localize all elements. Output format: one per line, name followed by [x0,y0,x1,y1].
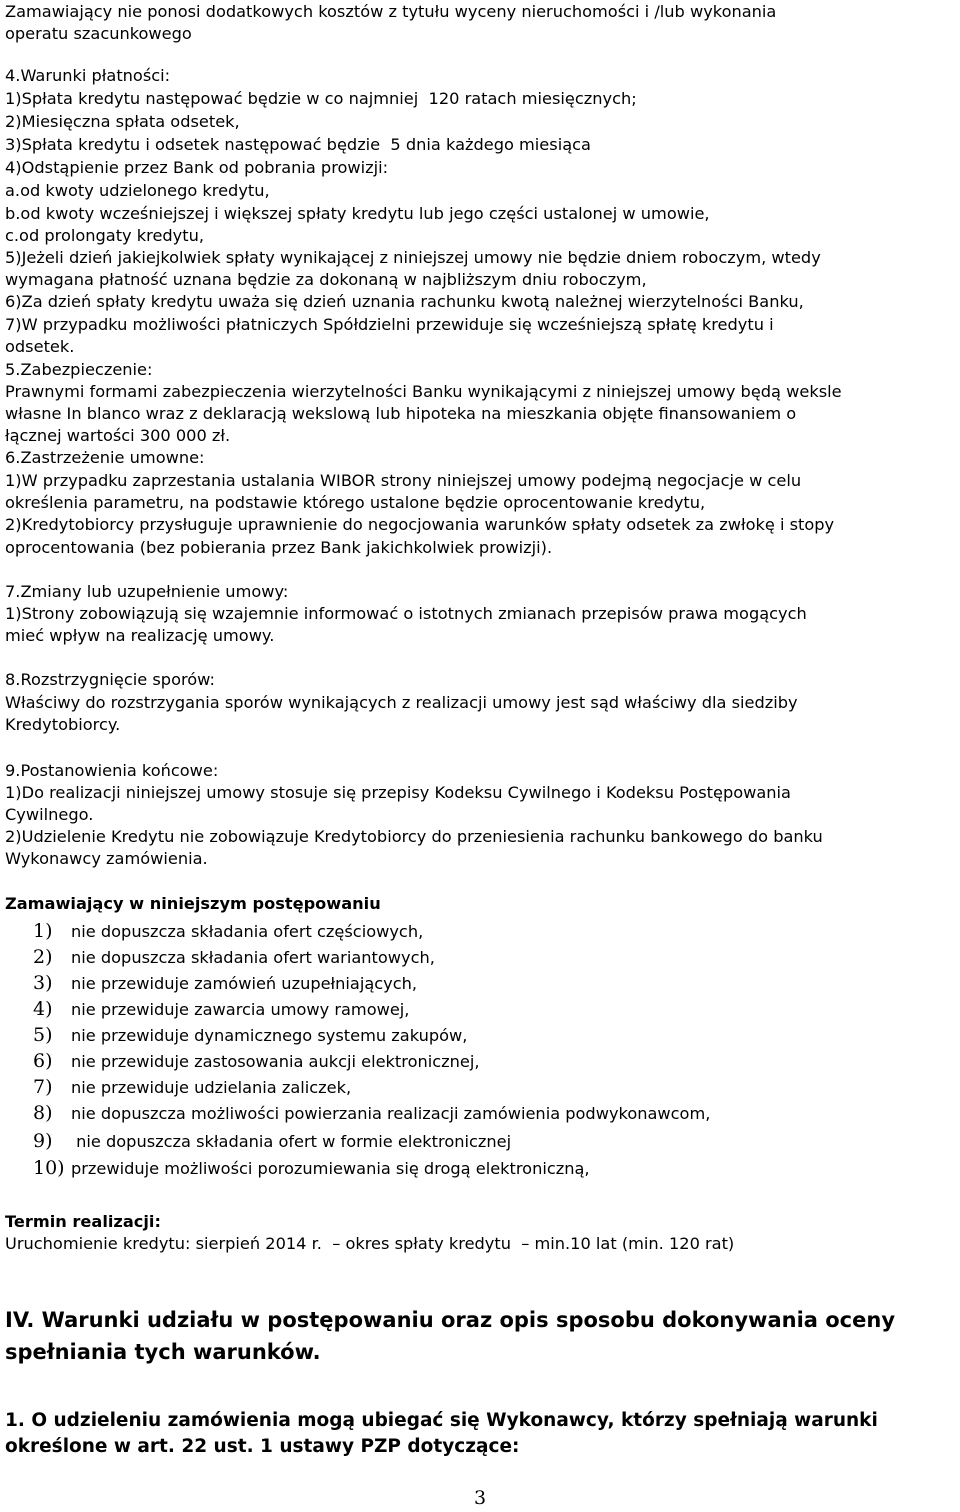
text-line: Zamawiający nie ponosi dodatkowych kosztów z tytułu wyceny nieruchomości i /lub wykonania [5,2,777,21]
text-line: określenia parametru, na podstawie którego ustalone będzie oprocentowanie kredytu, [5,493,706,512]
text-line: 1)Do realizacji niniejszej umowy stosuje się przepisy Kodeksu Cywilnego i Kodeksu Postępowania [5,783,791,802]
list-number: 5) [33,1024,53,1046]
list-text: nie dopuszcza możliwości powierzania realizacji zamówienia podwykonawcom, [71,1104,711,1123]
list-number: 4) [33,998,53,1020]
list-item [33,944,435,971]
text-line: 2)Kredytobiorcy przysługuje uprawnienie do negocjowania warunków spłaty odsetek za zwłokę i stopy [5,515,835,534]
list-text: nie dopuszcza składania ofert wariantowych, [71,948,435,967]
list-text: nie przewiduje zastosowania aukcji elektronicznej, [71,1052,480,1071]
text-line: b.od kwoty wcześniejszej i większej spłaty kredytu lub jego części ustalonej w umowie, [5,204,710,223]
section-heading: 8.Rozstrzygnięcie sporów: [5,670,215,689]
text-line: 3)Spłata kredytu i odsetek następować będzie 5 dnia każdego miesiąca [5,135,591,154]
text-line: Wykonawcy zamówienia. [5,849,208,868]
list-item [33,1048,480,1075]
text-line: 4)Odstąpienie przez Bank od pobrania prowizji: [5,158,389,177]
text-line: 2)Miesięczna spłata odsetek, [5,112,240,131]
section-iv-heading: IV. Warunki udziału w postępowaniu oraz opis sposobu dokonywania oceny [5,1308,896,1332]
list-text: nie dopuszcza składania ofert w formie elektronicznej [71,1132,512,1151]
list-number: 7) [33,1076,53,1098]
list-item [33,1022,467,1049]
list-number: 2) [33,946,53,968]
list-text: nie dopuszcza składania ofert częściowych, [71,922,424,941]
list-text: nie przewiduje zamówień uzupełniających, [71,974,418,993]
section-heading: 9.Postanowienia końcowe: [5,761,219,780]
termin-text: Uruchomienie kredytu: sierpień 2014 r. – okres spłaty kredytu – min.10 lat (min. 120 rat) [5,1234,735,1253]
list-text: nie przewiduje udzielania zaliczek, [71,1078,352,1097]
page-number: 3 [473,1487,487,1509]
text-line: 6)Za dzień spłaty kredytu uważa się dzień uznania rachunku kwotą należnej wierzytelności Banku, [5,292,804,311]
list-item [33,970,417,997]
text-line: Kredytobiorcy. [5,715,121,734]
text-line: Prawnymi formami zabezpieczenia wierzytelności Banku wynikającymi z niniejszej umowy będą weksle [5,382,842,401]
text-line: odsetek. [5,337,75,356]
list-number: 3) [33,972,53,994]
text-line: a.od kwoty udzielonego kredytu, [5,181,270,200]
termin-heading: Termin realizacji: [5,1212,161,1231]
text-line: 1)W przypadku zaprzestania ustalania WIBOR strony niniejszej umowy podejmą negocjacje w celu [5,471,802,490]
section-heading: 5.Zabezpieczenie: [5,360,153,379]
list-text: nie przewiduje dynamicznego systemu zakupów, [71,1026,468,1045]
text-line: 5)Jeżeli dzień jakiejkolwiek spłaty wynikającej z niniejszej umowy nie będzie dniem roboczym, wtedy [5,248,821,267]
list-text: przewiduje możliwości porozumiewania się drogą elektroniczną, [71,1159,590,1178]
text-line: własne In blanco wraz z deklaracją wekslową lub hipoteka na mieszkania objęte finansowaniem o [5,404,797,423]
section-heading: 6.Zastrzeżenie umowne: [5,448,205,467]
list-item [33,1128,511,1155]
list-text: nie przewiduje zawarcia umowy ramowej, [71,1000,410,1019]
text-line: łącznej wartości 300 000 zł. [5,426,231,445]
list-item [33,918,423,945]
text-line: Właściwy do rozstrzygania sporów wynikających z realizacji umowy jest sąd właściwy dla siedziby [5,693,798,712]
list-number: 1) [33,920,53,942]
text-line: 7)W przypadku możliwości płatniczych Spółdzielni przewiduje się wcześniejszą spłatę kredytu i [5,315,774,334]
section-heading: 7.Zmiany lub uzupełnienie umowy: [5,582,289,601]
list-number: 6) [33,1050,53,1072]
text-line: 1)Spłata kredytu następować będzie w co najmniej 120 ratach miesięcznych; [5,89,637,108]
section-iv-heading: spełniania tych warunków. [5,1340,321,1364]
zamawiajacy-heading: Zamawiający w niniejszym postępowaniu [5,894,381,913]
section-heading: 4.Warunki płatności: [5,66,171,85]
list-item [33,1100,710,1127]
point-1-heading: określone w art. 22 ust. 1 ustawy PZP dotyczące: [5,1436,520,1457]
list-item [33,996,409,1023]
list-number: 10) [33,1157,65,1179]
text-line: 2)Udzielenie Kredytu nie zobowiązuje Kredytobiorcy do przeniesienia rachunku bankowego do banku [5,827,823,846]
text-line: operatu szacunkowego [5,24,192,43]
text-line: 1)Strony zobowiązują się wzajemnie informować o istotnych zmianach przepisów prawa mogących [5,604,807,623]
text-line: c.od prolongaty kredytu, [5,226,205,245]
list-number: 8) [33,1102,53,1124]
list-item [33,1074,351,1101]
text-line: oprocentowania (bez pobierania przez Bank jakichkolwiek prowizji). [5,538,553,557]
text-line: Cywilnego. [5,805,94,824]
text-line: mieć wpływ na realizację umowy. [5,626,275,645]
text-line: wymagana płatność uznana będzie za dokonaną w najbliższym dniu roboczym, [5,270,647,289]
list-item [33,1155,590,1182]
list-number: 9) [33,1130,53,1152]
point-1-heading: 1. O udzieleniu zamówienia mogą ubiegać się Wykonawcy, którzy spełniają warunki [5,1410,878,1431]
